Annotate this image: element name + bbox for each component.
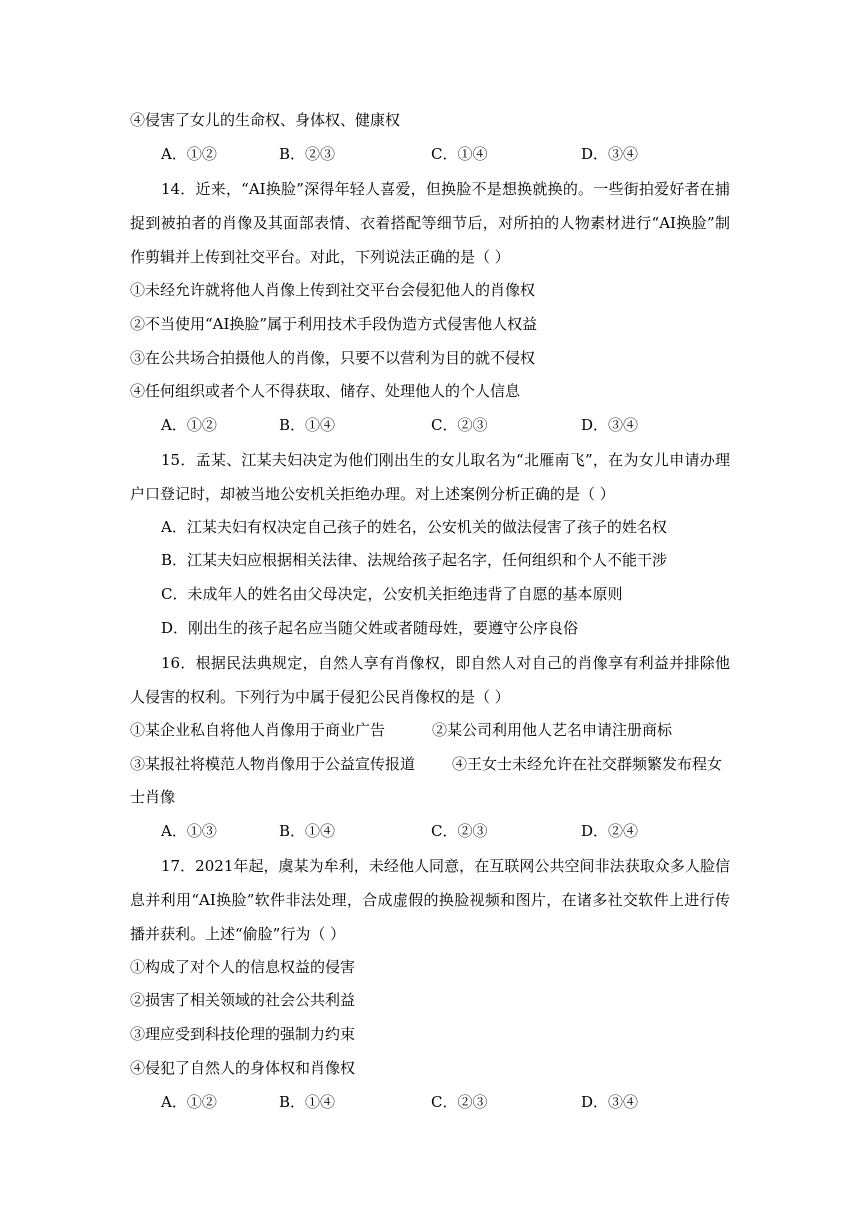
- q16-statements-row-2: [130, 757, 730, 777]
- q17-statement-2: ②损害了相关领域的社会公共利益: [130, 991, 356, 1009]
- q14-option-a: A．①②: [161, 416, 217, 434]
- q16-statement-4: ④王女士未经允许在社交群频繁发布程女: [452, 755, 723, 773]
- q17-option-b: B．①④: [279, 1093, 336, 1111]
- q17-options: [161, 1095, 761, 1115]
- q13-option-a: A．①②: [161, 145, 217, 163]
- q14-option-b: B．①④: [279, 416, 336, 434]
- q17-option-d: D．③④: [581, 1093, 639, 1111]
- q16-stem: 16．根据民法典规定，自然人享有肖像权，即自然人对自己的肖像享有利益并排除他人侵害的权利。下列行为中属于侵犯公民肖像权的是（ ）: [130, 654, 730, 706]
- q16-statement-2: ②某公司利用他人艺名申请注册商标: [432, 721, 673, 739]
- q16-options: [161, 824, 761, 844]
- q13-option-d: D．③④: [581, 145, 639, 163]
- q17-stem: 17．2021年起，虞某为牟利，未经他人同意，在互联网公共空间非法获取众多人脸信息并利用“AI换脸”软件非法处理，合成虚假的换脸视频和图片，在诸多社交软件上进行传播并获利。上述“偷脸”行为（ ）: [130, 857, 730, 943]
- q15-option-c: C．未成年人的姓名由父母决定，公安机关拒绝违背了自愿的基本原则: [161, 585, 623, 603]
- q17-statement-1: ①构成了对个人的信息权益的侵害: [130, 958, 356, 976]
- q17-statement-3: ③理应受到科技伦理的强制力约束: [130, 1025, 356, 1043]
- q15-stem: 15．孟某、江某夫妇决定为他们刚出生的女儿取名为“北雁南飞”，在为女儿申请办理户口登记时，却被当地公安机关拒绝办理。对上述案例分析正确的是（ ）: [130, 451, 730, 503]
- q14-option-d: D．③④: [581, 416, 639, 434]
- q17-option-c: C．②③: [431, 1093, 488, 1111]
- q13-options: [161, 147, 761, 167]
- q14-statement-3: ③在公共场合拍摄他人的肖像，只要不以营利为目的就不侵权: [130, 349, 536, 367]
- q17-statement-4: ④侵犯了自然人的身体权和肖像权: [130, 1059, 356, 1077]
- q16-option-b: B．①④: [279, 822, 336, 840]
- q14-stem: 14．近来，“AI换脸”深得年轻人喜爱，但换脸不是想换就换的。一些街拍爱好者在捕捉到被拍者的肖像及其面部表情、衣着搭配等细节后，对所拍的人物素材进行“AI换脸”制作剪辑并上传到社交平台。对此，下列说法正确的是（ ）: [130, 180, 730, 266]
- q16-option-d: D．②④: [581, 822, 639, 840]
- q13-statement-4: ④侵害了女儿的生命权、身体权、健康权: [130, 111, 401, 129]
- q15-option-d: D．刚出生的孩子起名应当随父姓或者随母姓，要遵守公序良俗: [161, 619, 579, 637]
- q14-statement-4: ④任何组织或者个人不得获取、储存、处理他人的个人信息: [130, 382, 521, 400]
- q14-options: [161, 418, 761, 438]
- q16-option-a: A．①③: [161, 822, 217, 840]
- q13-option-b: B．②③: [279, 145, 336, 163]
- q14-statement-1: ①未经允许就将他人肖像上传到社交平台会侵犯他人的肖像权: [130, 281, 536, 299]
- q17-option-a: A．①②: [161, 1093, 217, 1111]
- q16-statement-4-cont: 士肖像: [130, 788, 176, 806]
- q15-option-a: A．江某夫妇有权决定自己孩子的姓名，公安机关的做法侵害了孩子的姓名权: [161, 518, 667, 536]
- q15-option-b: B．江某夫妇应根据相关法律、法规给孩子起名字，任何组织和个人不能干涉: [161, 551, 668, 569]
- q14-option-c: C．②③: [431, 416, 488, 434]
- q16-statement-1: ①某企业私自将他人肖像用于商业广告: [130, 721, 386, 739]
- q16-option-c: C．②③: [431, 822, 488, 840]
- q13-option-c: C．①④: [431, 145, 488, 163]
- q14-statement-2: ②不当使用“AI换脸”属于利用技术手段伪造方式侵害他人权益: [130, 315, 538, 333]
- q16-statement-3: ③某报社将模范人物肖像用于公益宣传报道: [130, 755, 416, 773]
- q16-statements-row-1: [130, 723, 730, 743]
